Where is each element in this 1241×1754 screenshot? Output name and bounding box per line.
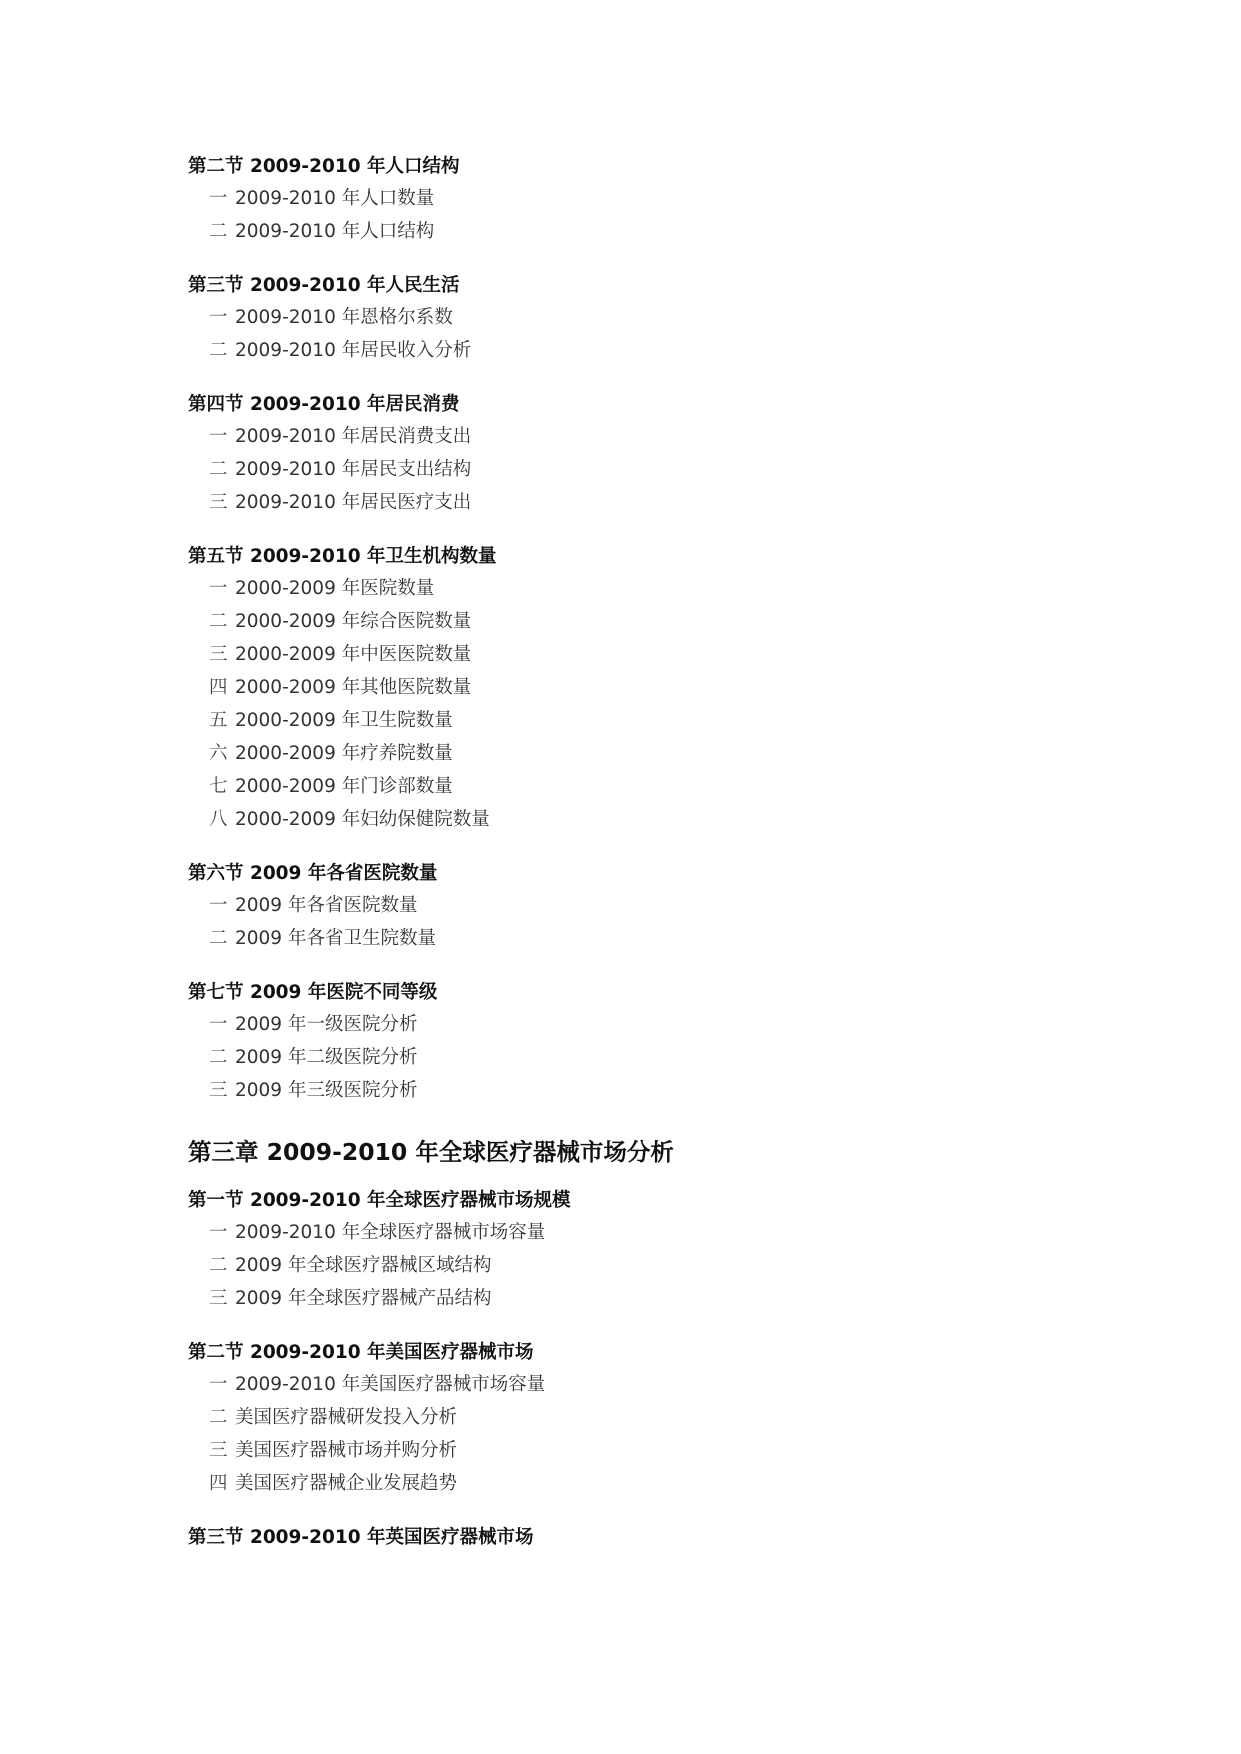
toc-item: [188, 1041, 1088, 1074]
toc-item: [188, 1401, 1088, 1434]
toc-item-text: 2000-2009 年中医医院数量: [235, 644, 472, 665]
toc-item: [188, 671, 1088, 704]
chapter-heading: 第三章 2009-2010 年全球医疗器械市场分析: [188, 1138, 674, 1166]
toc-section: [188, 978, 1088, 1107]
toc-item-text: 2009-2010 年人口数量: [235, 188, 435, 209]
toc-item-number: 二: [209, 459, 228, 480]
toc-section: [188, 1523, 1088, 1553]
toc-item-number: 二: [209, 221, 228, 242]
toc-item-text: 2009 年各省医院数量: [235, 895, 418, 916]
toc-item-number: 二: [209, 611, 228, 632]
toc-item: [188, 334, 1088, 367]
toc-item-number: 一: [209, 426, 228, 447]
toc-item: [188, 1249, 1088, 1282]
toc-item-number: 六: [209, 743, 228, 764]
toc-item-number: 三: [209, 492, 228, 513]
toc-item-number: 三: [209, 1288, 228, 1309]
toc-item: [188, 737, 1088, 770]
toc-item: [188, 770, 1088, 803]
toc-item-text: 2000-2009 年门诊部数量: [235, 776, 453, 797]
toc-item: [188, 889, 1088, 922]
toc-item: [188, 182, 1088, 215]
toc-section: [188, 1338, 1088, 1500]
section-heading: 第六节 2009 年各省医院数量: [188, 863, 438, 884]
section-item-list: [188, 182, 1088, 248]
toc-section: [188, 1186, 1088, 1315]
toc-item-text: 2000-2009 年疗养院数量: [235, 743, 453, 764]
section-heading: 第三节 2009-2010 年人民生活: [188, 275, 460, 296]
section-item-list: [188, 301, 1088, 367]
section-item-list: [188, 572, 1088, 836]
toc-item: [188, 803, 1088, 836]
section-item-list: [188, 1216, 1088, 1315]
toc-item: [188, 486, 1088, 519]
toc-item-text: 2009 年一级医院分析: [235, 1014, 418, 1035]
toc-item-number: 一: [209, 1222, 228, 1243]
section-item-list: [188, 420, 1088, 519]
toc-item-text: 2000-2009 年综合医院数量: [235, 611, 472, 632]
toc-item-text: 2000-2009 年医院数量: [235, 578, 435, 599]
section-heading: 第二节 2009-2010 年人口结构: [188, 156, 460, 177]
toc-item: [188, 605, 1088, 638]
section-heading: 第五节 2009-2010 年卫生机构数量: [188, 546, 497, 567]
toc-item-text: 2000-2009 年妇幼保健院数量: [235, 809, 490, 830]
toc-item-number: 七: [209, 776, 228, 797]
toc-item-text: 2009 年全球医疗器械区域结构: [235, 1255, 492, 1276]
toc-item: [188, 572, 1088, 605]
toc-item-number: 一: [209, 188, 228, 209]
toc-item-text: 2009 年全球医疗器械产品结构: [235, 1288, 492, 1309]
toc-item-number: 二: [209, 1255, 228, 1276]
toc-item-text: 美国医疗器械企业发展趋势: [235, 1473, 458, 1494]
toc-item-text: 2009-2010 年居民医疗支出: [235, 492, 472, 513]
toc-section: [188, 271, 1088, 367]
toc-item-number: 四: [209, 677, 228, 698]
toc-item: [188, 453, 1088, 486]
toc-item: [188, 215, 1088, 248]
section-item-list: [188, 1368, 1088, 1500]
section-heading: 第二节 2009-2010 年美国医疗器械市场: [188, 1342, 534, 1363]
section-heading: 第四节 2009-2010 年居民消费: [188, 394, 460, 415]
toc-item-number: 一: [209, 1374, 228, 1395]
toc-item-number: 一: [209, 307, 228, 328]
toc-item: [188, 1467, 1088, 1500]
toc-item: [188, 301, 1088, 334]
toc-item-number: 三: [209, 1080, 228, 1101]
toc-item-number: 五: [209, 710, 228, 731]
toc-item: [188, 1074, 1088, 1107]
toc-item-text: 2009 年三级医院分析: [235, 1080, 418, 1101]
toc-item-text: 2009-2010 年全球医疗器械市场容量: [235, 1222, 546, 1243]
toc-item: [188, 638, 1088, 671]
toc-section: [188, 859, 1088, 955]
toc-item: [188, 704, 1088, 737]
toc-item: [188, 1434, 1088, 1467]
toc-item-number: 一: [209, 895, 228, 916]
toc-item: [188, 1216, 1088, 1249]
toc-item-text: 美国医疗器械市场并购分析: [235, 1440, 458, 1461]
toc-item-text: 2009-2010 年居民消费支出: [235, 426, 472, 447]
table-of-contents: [188, 152, 1088, 1576]
toc-item-number: 二: [209, 1407, 228, 1428]
section-heading: 第七节 2009 年医院不同等级: [188, 982, 438, 1003]
section-heading: 第三节 2009-2010 年英国医疗器械市场: [188, 1527, 534, 1548]
section-item-list: [188, 1008, 1088, 1107]
toc-item-text: 2009-2010 年居民支出结构: [235, 459, 472, 480]
toc-item-text: 2009-2010 年居民收入分析: [235, 340, 472, 361]
toc-item-number: 二: [209, 340, 228, 361]
toc-item: [188, 420, 1088, 453]
toc-item-text: 美国医疗器械研发投入分析: [235, 1407, 458, 1428]
toc-item-text: 2009-2010 年人口结构: [235, 221, 435, 242]
toc-item-number: 二: [209, 1047, 228, 1068]
toc-item-number: 三: [209, 1440, 228, 1461]
toc-section: [188, 542, 1088, 836]
toc-item-number: 八: [209, 809, 228, 830]
toc-item: [188, 1008, 1088, 1041]
toc-item: [188, 922, 1088, 955]
toc-item-number: 四: [209, 1473, 228, 1494]
toc-item-text: 2009 年各省卫生院数量: [235, 928, 436, 949]
toc-item-number: 一: [209, 1014, 228, 1035]
toc-item-text: 2009 年二级医院分析: [235, 1047, 418, 1068]
toc-item-number: 三: [209, 644, 228, 665]
toc-item-text: 2009-2010 年美国医疗器械市场容量: [235, 1374, 546, 1395]
toc-item: [188, 1282, 1088, 1315]
toc-section: [188, 390, 1088, 519]
toc-item: [188, 1368, 1088, 1401]
toc-item-number: 一: [209, 578, 228, 599]
toc-item-text: 2000-2009 年卫生院数量: [235, 710, 453, 731]
toc-item-text: 2000-2009 年其他医院数量: [235, 677, 472, 698]
toc-section: [188, 152, 1088, 248]
toc-item-number: 二: [209, 928, 228, 949]
toc-item-text: 2009-2010 年恩格尔系数: [235, 307, 453, 328]
section-heading: 第一节 2009-2010 年全球医疗器械市场规模: [188, 1190, 571, 1211]
section-item-list: [188, 889, 1088, 955]
